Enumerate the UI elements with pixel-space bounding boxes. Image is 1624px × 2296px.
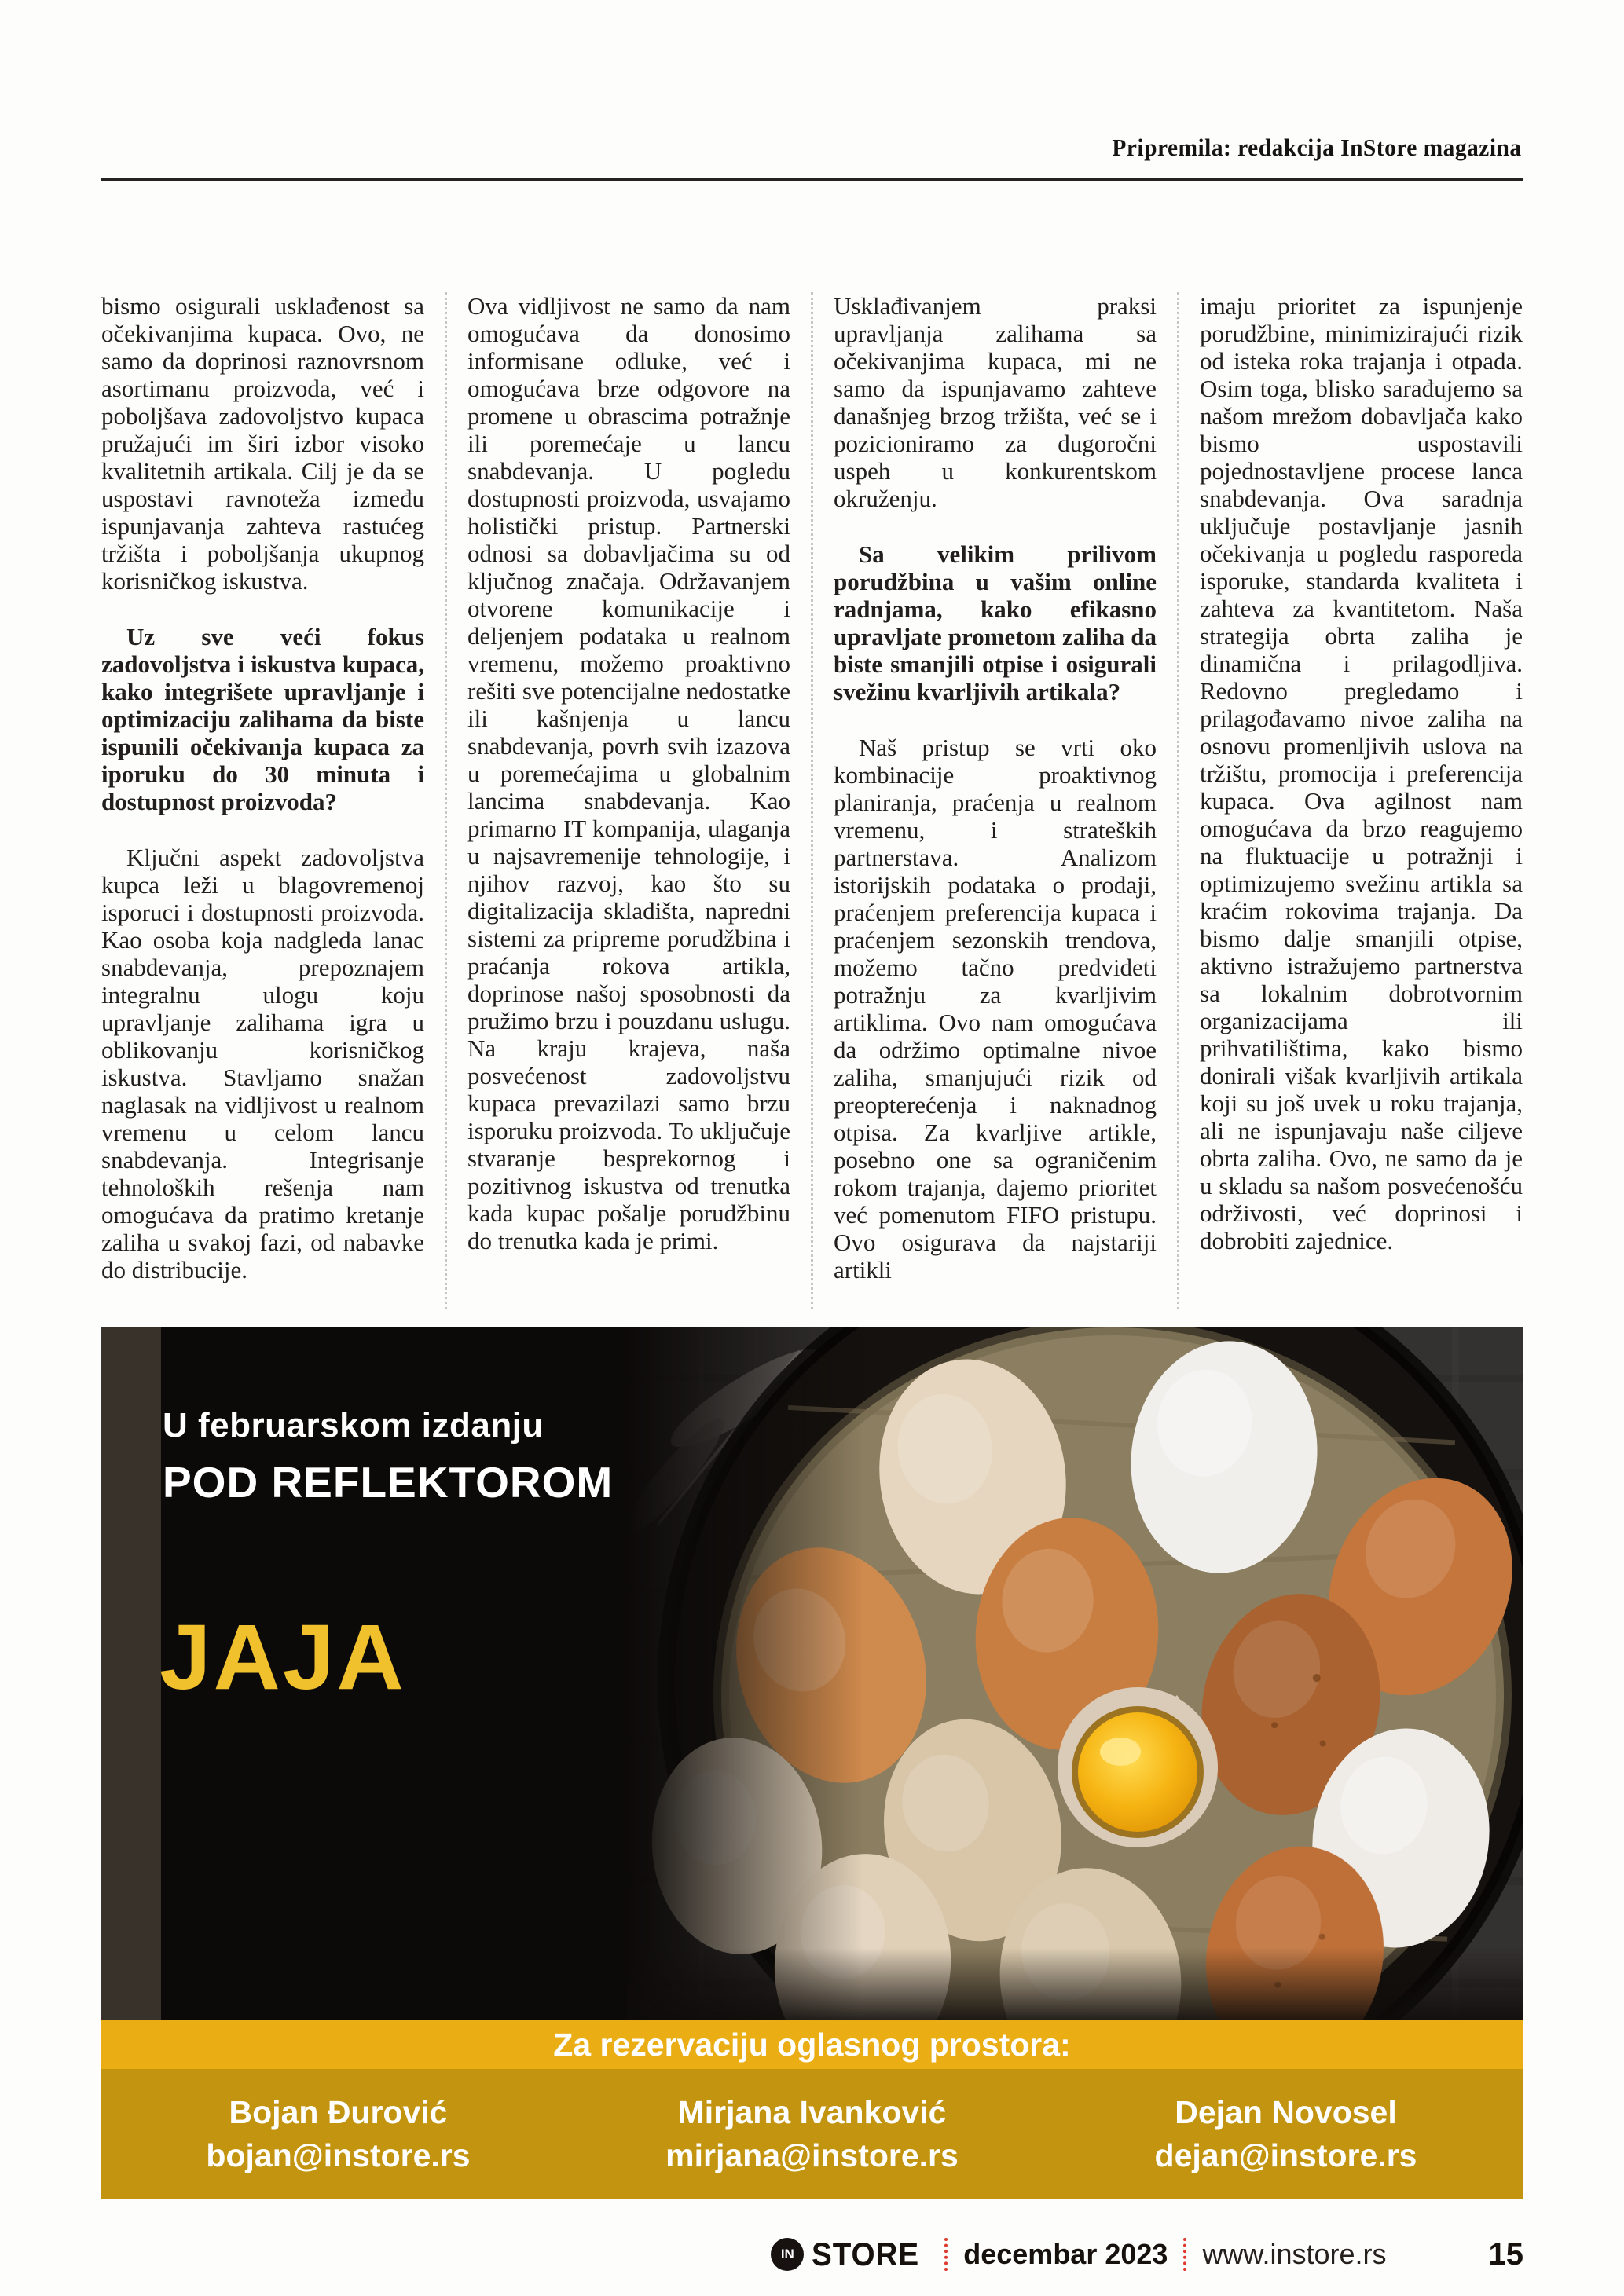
banner-title: POD REFLEKTOROM bbox=[163, 1458, 614, 1507]
article-columns bbox=[101, 292, 1523, 1309]
page-footer bbox=[771, 2236, 1523, 2273]
contact-email[interactable]: dejan@instore.rs bbox=[1154, 2137, 1417, 2173]
body-paragraph: Ključni aspekt zadovoljstva kupca leži u blagovremenoj isporuci i dostupnosti proizvoda. Kao osoba koja nadgleda lanac snabdevanja, prepoznajem integralnu ulogu koju upravljanje zalihama igra u oblikovanju korisničkog iskustva. Stavljamo snažan naglasak na vidljivost u realnom vremenu u celom lancu snabdevanja. Integrisanje tehnoloških rešenja nam omogućava da pratimo kretanje zaliha u svakoj fazi, od nabavke do distribucije. bbox=[101, 844, 424, 1283]
contact-card bbox=[575, 2069, 1049, 2199]
cracked-egg-yolk bbox=[1058, 1687, 1218, 1847]
article-column bbox=[445, 292, 811, 1309]
body-paragraph: Naš pristup se vrti oko kombinacije proaktivnog planiranja, praćenja u realnom vremenu, i strateških partnerstava. Analizom istorijskih podataka o prodaji, praćenjem preferencija kupaca i praćenjem sezonskih trendova, možemo tačno predvideti potražnju za kvarljivim artiklima. Ovo nam omogućava da održimo optimalne nivoe zaliha, smanjujući rizik od preopterećenja i naknadnog otpisa. Za kvarljive artikle, posebno one sa ograničenim rokom trajanja, dajemo prioritet već pomenutom FIFO pristupu. Ovo osigurava da najstariji artikli bbox=[834, 734, 1157, 1283]
contact-name: Mirjana Ivanković bbox=[677, 2093, 947, 2130]
contacts-band bbox=[101, 2069, 1523, 2199]
footer-divider bbox=[1183, 2238, 1186, 2271]
credit-line: Pripremila: redakcija InStore magazina bbox=[1112, 134, 1522, 161]
contact-email[interactable]: mirjana@instore.rs bbox=[665, 2137, 959, 2173]
contact-name: Dejan Novosel bbox=[1175, 2093, 1397, 2130]
question-paragraph: Sa velikim prilivom porudžbina u vašim online radnjama, kako efikasno upravljate prometom zaliha da biste smanjili otpise i osigurali svežinu kvarljivih artikala? bbox=[834, 540, 1157, 705]
article-column bbox=[101, 292, 445, 1309]
cta-band bbox=[101, 2020, 1523, 2069]
contact-name: Bojan Đurović bbox=[229, 2093, 448, 2130]
body-paragraph: Usklađivanjem praksi upravljanja zalihama sa očekivanjima kupaca, mi ne samo da ispunjavamo zahteve današnjeg brzog tržišta, već se i pozicioniramo za dugoročni uspeh u konkurentskom okruženju. bbox=[834, 292, 1157, 512]
footer-divider bbox=[944, 2238, 948, 2271]
contact-email[interactable]: bojan@instore.rs bbox=[206, 2137, 471, 2173]
cta-text: Za rezervaciju oglasnog prostora: bbox=[553, 2026, 1071, 2063]
body-paragraph: imaju prioritet za ispunjenje porudžbine, minimizirajući rizik od isteka roka trajanja i otpada. Osim toga, blisko sarađujemo sa našom mrežom dobavljača kako bismo uspostavili pojednostavljene procese lanca snabdevanja. Ova saradnja uključuje postavljanje jasnih očekivanja u pogledu rasporeda isporuke, standarda kvaliteta i zahteva za kvantitetom. Naša strategija obrta zaliha je dinamična i prilagodljiva. Redovno pregledamo i prilagođavamo nivoe zaliha na osnovu promenljivih uslova na tržištu, promocija i preferencija kupaca. Ova agilnost nam omogućava da brzo reagujemo na fluktuacije u potražnji i optimizujemo svežinu artikla sa kraćim rokovima trajanja. Da bismo dalje smanjili otpise, aktivno istražujemo partnerstva sa lokalnim dobrotvornim organizacijama ili prihvatilištima, kako bismo donirali višak kvarljivih artikala koji su još uvek u roku trajanja, ali ne ispunjavaju naše ciljeve obrta zaliha. Ovo, ne samo da je u skladu sa našom posvećenošću održivosti, već doprinosi i dobrobiti zajednice. bbox=[1200, 292, 1523, 1254]
question-paragraph: Uz sve veći fokus zadovoljstva i iskustva kupaca, kako integrišete upravljanje i optimizaciju zalihama da biste ispunili očekivanja kupaca za iporuku do 30 minuta i dostupnost proizvoda? bbox=[101, 623, 424, 815]
brand-name: STORE bbox=[812, 2236, 920, 2272]
contact-card bbox=[1049, 2069, 1523, 2199]
promo-banner bbox=[101, 1327, 1523, 2199]
article-column bbox=[811, 292, 1177, 1309]
article-column bbox=[1177, 292, 1523, 1309]
banner-kicker: U februarskom izdanju bbox=[163, 1406, 544, 1445]
body-paragraph: Ova vidljivost ne samo da nam omogućava da donosimo informisane odluke, već i omogućava brze odgovore na promene u obrascima potražnje ili poremećaje u lancu snabdevanja. U pogledu dostupnosti proizvoda, usvajamo holistički pristup. Partnerski odnosi sa dobavljačima su od ključnog značaja. Održavanjem otvorene komunikacije i deljenjem podataka u realnom vremenu, možemo proaktivno rešiti sve potencijalne nedostatke ili kašnjenja u lancu snabdevanja, povrh svih izazova u poremećajima u globalnim lancima snabdevanja. Kao primarno IT kompanija, ulaganja u najsavremenije tehnologije, i njihov razvoj, kao što su digitalizacija skladišta, napredni sistemi za pripreme porudžbina i praćanja rokova artikla, doprinose našoj sposobnosti da pružimo brzu i pouzdanu uslugu. Na kraju krajeva, naša posvećenost zadovoljstvu kupaca prevazilazi samo brzu isporuku proizvoda. To uključuje stvaranje besprekornog i pozitivnog iskustva od trenutka kada kupac pošalje porudžbinu do trenutka kada je primi. bbox=[467, 292, 790, 1254]
header-rule bbox=[101, 178, 1523, 181]
contact-card bbox=[101, 2069, 575, 2199]
body-paragraph: bismo osigurali usklađenost sa očekivanjima kupaca. Ovo, ne samo da doprinosi raznovrsnom asortimanu proizvoda, već i poboljšava zadovoljstvo kupaca pružajući im širi izbor visoko kvalitetnih artikala. Cilj je da se uspostavi ravnoteža između ispunjavanja zahteva rastućeg tržišta i poboljšanja ukupnog korisničkog iskustva. bbox=[101, 292, 424, 595]
feature-title: JAJA bbox=[159, 1606, 406, 1709]
banner-left-strip bbox=[101, 1327, 161, 2020]
instore-logo-icon: IN bbox=[771, 2238, 804, 2271]
eggs-photo-illustration bbox=[627, 1327, 1523, 2020]
issue-date: decembar 2023 bbox=[963, 2238, 1168, 2270]
page-number: 15 bbox=[1488, 2236, 1523, 2272]
website-link[interactable]: www.instore.rs bbox=[1202, 2238, 1387, 2270]
